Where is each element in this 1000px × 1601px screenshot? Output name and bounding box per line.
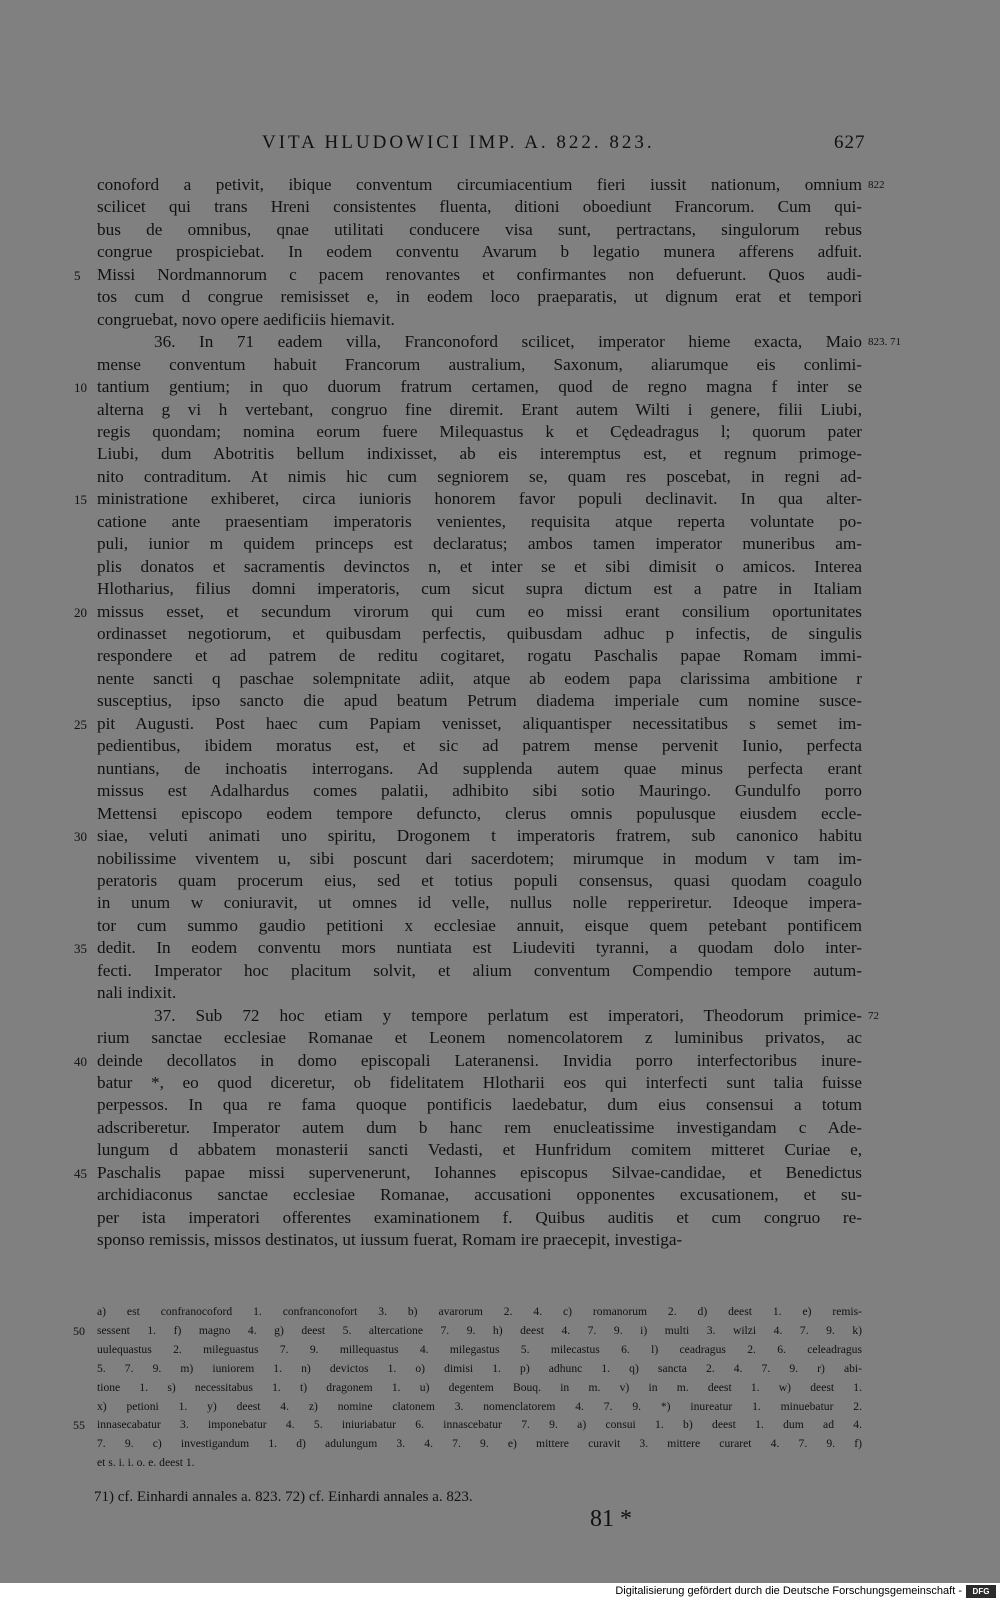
text-line: archidiaconus sanctae ecclesiae Romanae, accusationi opponentes excusationem, et su- — [97, 1185, 862, 1205]
text-line: dedit. In eodem conventu mors nuntiata est Liudeviti tyranni, a quodam dolo inter- — [97, 938, 862, 958]
margin-note: 822 — [868, 179, 885, 191]
text-line: puli, iunior m quidem princeps est declaratus; ambos tamen imperator muneribus am- — [97, 534, 862, 554]
text-line: susceptius, ipso sancto die apud beatum Petrum diadema imperiale cum nomine susce- — [97, 691, 862, 711]
text-line: adscriberetur. Imperator autem dum b hanc rem enucleatissime investigandam c Ade- — [97, 1117, 862, 1137]
text-line: Liubi, dum Abotritis bellum indixisset, ab eis interemptus est, et regnum primoge- — [97, 444, 862, 464]
text-line: siae, veluti animati uno spiritu, Drogonem t imperatoris fratrem, sub canonico habitu — [97, 826, 862, 846]
footnote-line-number: 50 — [73, 1323, 85, 1338]
footer-text: Digitalisierung gefördert durch die Deutsche Forschungsgemeinschaft - — [615, 1585, 962, 1597]
text-line: Missi Nordmannorum c pacem renovantes et confirmantes non defuerunt. Quos audi- — [97, 264, 862, 284]
text-line: nito contraditum. At nimis hic cum segniorem se, quam res poscebat, in regni ad- — [97, 466, 862, 486]
footnote-line: innasecabatur 3. imponebatur 4. 5. iniuriabatur 6. innascebatur 7. 9. a) consui 1. b) deest 1. dum ad 4. — [97, 1418, 862, 1432]
text-line: peratoris quam procerum eius, sed et totius populi consensus, quasi quodam coagulo — [97, 870, 862, 890]
signature-mark: 81 * — [590, 1506, 632, 1532]
line-number: 5 — [74, 267, 81, 283]
text-line: in unum w coniuravit, ut omnes id velle, nullus nolle repperiretur. Ideoque impera- — [97, 893, 862, 913]
line-number: 40 — [74, 1053, 87, 1069]
text-line: ministratione exhiberet, circa iunioris honorem favor populi declinavit. In qua alter- — [97, 489, 862, 509]
running-header — [0, 128, 1000, 158]
text-line: missus est Adalhardus comes palatii, adhibito sibi sotio Mauringo. Gundulfo porro — [97, 781, 862, 801]
footnote-line: 5. 7. 9. m) iuniorem 1. n) devictos 1. o) dimisi 1. p) adhunc 1. q) sancta 2. 4. 7. 9. r) abi- — [97, 1361, 862, 1375]
text-line: mense conventum habuit Francorum australium, Saxonum, aliarumque eis conlimi- — [97, 354, 862, 374]
line-number: 35 — [74, 941, 87, 957]
margin-note: 72 — [868, 1009, 879, 1022]
footnote-line: uulequastus 2. mileguastus 7. 9. millequastus 4. milegastus 5. milecastus 6. l) ceadragus 2. 6. celeadragus — [97, 1342, 862, 1356]
text-line: tor cum summo gaudio petitioni x ecclesiae annuit, eisque quem petebant pontificem — [97, 915, 862, 935]
text-line: Hlotharius, filius domni imperatoris, cum sicut supra dictum est a patre in Italiam — [97, 579, 862, 599]
text-line: sponso remissis, missos destinatos, ut iussum fuerat, Romam ire praecepit, investiga- — [97, 1230, 683, 1250]
text-line: regis quondam; nomina eorum fuere Milequastus k et Cędeadragus l; quorum pater — [97, 421, 862, 441]
page-number: 627 — [834, 132, 866, 153]
text-line: respondere et ad patrem de reditu cogitaret, rogatu Paschalis papae Romam immi- — [97, 646, 862, 666]
footnote-line: a) est confranocoford 1. confranconofort 3. b) avarorum 2. 4. c) romanorum 2. d) deest 1. e) remis- — [97, 1305, 862, 1318]
footnote-line: sessent 1. f) magno 4. g) deest 5. altercatione 7. 9. h) deest 4. 7. 9. i) multi 3. wilzi 4. 7. 9. k) — [97, 1323, 862, 1337]
text-line: alterna g vi h vertebant, congruo fine diremit. Erant autem Wilti i genere, filii Liubi, — [97, 399, 862, 419]
text-line: lungum d abbatem monasterii sancti Vedasti, et Hunfridum comitem mitteret Curiae e, — [97, 1140, 862, 1160]
text-line: perpessos. In qua re fama quoque pontificis laedebatur, dum eius consensui a totum — [97, 1095, 862, 1115]
text-line: missus esset, et secundum virorum qui cum eo missi erant consilium oportunitates — [97, 601, 862, 621]
text-line: deinde decollatos in domo episcopali Lateranensi. Invidia porro interfectoribus inure- — [97, 1050, 862, 1070]
line-number: 20 — [74, 604, 87, 620]
text-line: pedientibus, ibidem moratus est, et sic ad patrem mense pervenit Iunio, perfecta — [97, 736, 862, 756]
text-line: conoford a petivit, ibique conventum circumiacentium fieri iussit nationum, omnium — [97, 175, 862, 194]
margin-note: 823. 71 — [868, 336, 901, 349]
text-line: nente sancti q paschae solempnitate adiit, atque ab eodem papa clarissima ambitione r — [97, 668, 862, 688]
text-line: bus de omnibus, qnae utilitati conducere visa sunt, pertractans, singulorum rebus — [97, 219, 862, 239]
text-line: 37. Sub 72 hoc etiam y tempore perlatum est imperatori, Theodorum primice- — [154, 1005, 862, 1025]
text-line: congruebat, novo opere aedificiis hiemavit. — [97, 309, 395, 329]
footnote-line: tione 1. s) necessitabus 1. t) dragonem 1. u) degentem Bouq. in m. v) in m. deest 1. w) deest 1. — [97, 1380, 862, 1394]
text-line: tantium gentium; in quo duorum fratrum certamen, quod de regno magna f inter se — [97, 377, 862, 397]
footnote-line-number: 55 — [73, 1418, 85, 1433]
running-title: VITA HLUDOWICI IMP. A. 822. 823. — [262, 132, 655, 153]
references-line: 71) cf. Einhardi annales a. 823. 72) cf. Einhardi annales a. 823. — [94, 1489, 473, 1505]
text-line: Paschalis papae missi supervenerunt, Iohannes episcopus Silvae-candidae, et Benedictus — [97, 1162, 862, 1182]
text-line: nobilissime viventem u, sibi poscunt dari sacerdotem; mirumque in modum v tam im- — [97, 848, 862, 868]
text-line: 36. In 71 eadem villa, Franconoford scilicet, imperator hieme exacta, Maio — [154, 332, 862, 352]
text-line: congrue prospiciebat. In eodem conventu Avarum b legatio munera afferens adfuit. — [97, 242, 862, 262]
text-line: nali indixit. — [97, 983, 177, 1003]
line-number: 25 — [74, 716, 87, 732]
footnote-line: et s. i. i. o. e. deest 1. — [97, 1456, 195, 1470]
text-line: plis donatos et sacramentis devinctos n, et inter se et sibi dimisit o amicos. Interea — [97, 556, 862, 576]
line-number: 10 — [74, 380, 87, 396]
footnote-line: x) petioni 1. y) deest 4. z) nomine clatonem 3. nomenclatorem 4. 7. 9. *) inureatur 1. minuebatur 2. — [97, 1399, 862, 1413]
text-line: fecti. Imperator hoc placitum solvit, et alium conventum Compendio tempore autum- — [97, 960, 862, 980]
text-line: Mettensi episcopo eodem tempore defuncto, clerus omnis populusque eiusdem eccle- — [97, 803, 862, 823]
line-number: 45 — [74, 1165, 87, 1181]
text-line: rium sanctae ecclesiae Romanae et Leonem nomencolatorem z luminibus privatos, ac — [97, 1028, 862, 1048]
text-line: per ista imperatori offerentes examinationem f. Quibus auditis et cum congruo re- — [97, 1207, 862, 1227]
text-line: ordinasset negotiorum, et quibusdam perfectis, quibusdam adhuc p infectis, de singulis — [97, 624, 862, 643]
text-line: batur *, eo quod diceretur, ob fidelitatem Hlotharii eos qui interfecti sunt talia fuisse — [97, 1073, 862, 1092]
text-line: catione ante praesentiam imperatoris venientes, requisita atque reperta voluntate po- — [97, 511, 862, 531]
text-line: nuntians, de inchoatis interrogans. Ad supplenda autem quae minus perfecta erant — [97, 758, 862, 778]
footnote-line: 7. 9. c) investigandum 1. d) adulungum 3. 4. 7. 9. e) mittere curavit 3. mittere curaret 4. 7. 9. f) — [97, 1437, 862, 1451]
text-line: scilicet qui trans Hreni consistentes fluenta, ditioni oboediunt Francorum. Cum qui- — [97, 197, 862, 217]
line-number: 15 — [74, 492, 87, 508]
dfg-logo: DFG — [966, 1585, 996, 1598]
text-line: tos cum d congrue remisisset e, in eodem loco praeparatis, ut dignum erat et tempori — [97, 287, 862, 307]
text-line: pit Augusti. Post haec cum Papiam venisset, aliquantisper necessitatibus s semet im- — [97, 713, 862, 733]
line-number: 30 — [74, 829, 87, 845]
